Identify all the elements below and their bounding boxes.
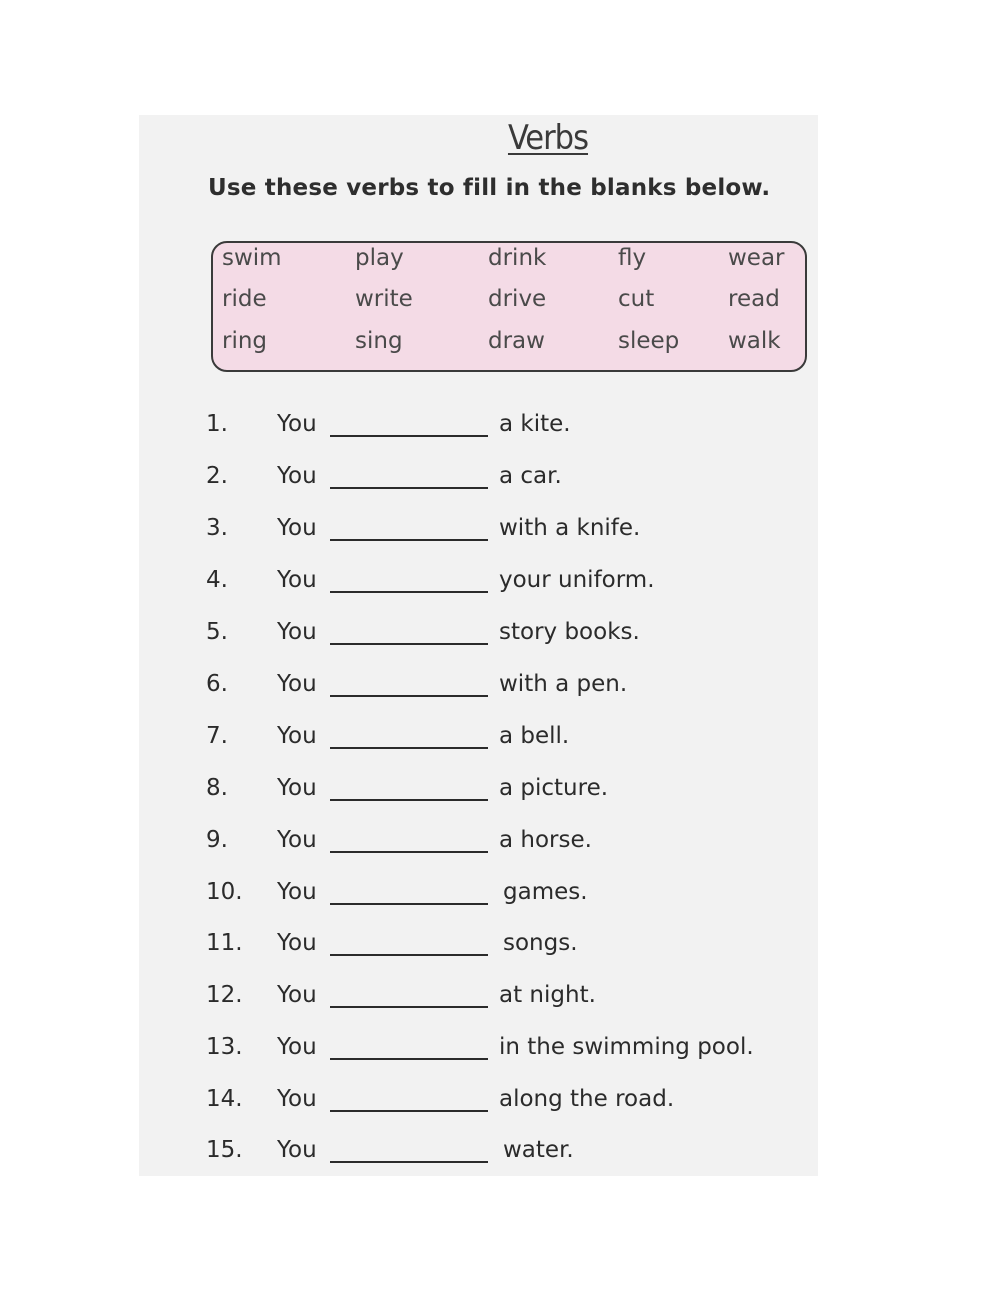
exercise-item: [0, 827, 1000, 867]
word-bank-word: sing: [355, 328, 403, 354]
item-number: 13.: [206, 1034, 243, 1060]
answer-blank[interactable]: [330, 435, 488, 437]
item-subject: You: [277, 619, 317, 645]
word-bank-word: read: [728, 286, 780, 312]
item-subject: You: [277, 775, 317, 801]
item-subject: You: [277, 515, 317, 541]
item-number: 7.: [206, 723, 228, 749]
item-subject: You: [277, 1034, 317, 1060]
exercise-item: [0, 930, 1000, 970]
item-number: 2.: [206, 463, 228, 489]
item-subject: You: [277, 463, 317, 489]
word-bank-word: wear: [728, 245, 785, 271]
item-ending: along the road.: [499, 1086, 675, 1112]
item-ending: water.: [503, 1137, 574, 1163]
exercise-item: [0, 463, 1000, 503]
answer-blank[interactable]: [330, 643, 488, 645]
item-subject: You: [277, 411, 317, 437]
item-number: 5.: [206, 619, 228, 645]
word-bank-word: write: [355, 286, 413, 312]
answer-blank[interactable]: [330, 1058, 488, 1060]
item-subject: You: [277, 827, 317, 853]
item-ending: a picture.: [499, 775, 609, 801]
answer-blank[interactable]: [330, 539, 488, 541]
item-subject: You: [277, 982, 317, 1008]
exercise-item: [0, 1137, 1000, 1177]
item-ending: at night.: [499, 982, 596, 1008]
exercise-item: [0, 982, 1000, 1022]
word-bank-word: ring: [222, 328, 268, 354]
item-ending: story books.: [499, 619, 640, 645]
word-bank-box: [211, 241, 807, 372]
exercise-item: [0, 1086, 1000, 1126]
exercise-item: [0, 567, 1000, 607]
worksheet-title: Verbs: [507, 118, 589, 158]
word-bank-word: ride: [222, 286, 267, 312]
item-subject: You: [277, 1086, 317, 1112]
item-number: 9.: [206, 827, 228, 853]
word-bank-word: walk: [728, 328, 781, 354]
instructions-text: Use these verbs to fill in the blanks below.: [208, 175, 771, 201]
exercise-item: [0, 411, 1000, 451]
word-bank-word: draw: [488, 328, 545, 354]
exercise-item: [0, 619, 1000, 659]
item-ending: your uniform.: [499, 567, 655, 593]
item-number: 15.: [206, 1137, 243, 1163]
item-ending: games.: [503, 879, 588, 905]
answer-blank[interactable]: [330, 851, 488, 853]
item-number: 8.: [206, 775, 228, 801]
item-number: 11.: [206, 930, 243, 956]
word-bank-word: drink: [488, 245, 547, 271]
answer-blank[interactable]: [330, 747, 488, 749]
item-ending: songs.: [503, 930, 578, 956]
word-bank-word: sleep: [618, 328, 680, 354]
word-bank-word: swim: [222, 245, 282, 271]
answer-blank[interactable]: [330, 695, 488, 697]
item-ending: with a pen.: [499, 671, 628, 697]
word-bank-word: play: [355, 245, 404, 271]
answer-blank[interactable]: [330, 591, 488, 593]
item-subject: You: [277, 723, 317, 749]
item-number: 6.: [206, 671, 228, 697]
item-ending: a horse.: [499, 827, 592, 853]
exercise-item: [0, 879, 1000, 919]
item-subject: You: [277, 567, 317, 593]
item-ending: with a knife.: [499, 515, 641, 541]
exercise-item: [0, 723, 1000, 763]
item-subject: You: [277, 671, 317, 697]
item-number: 12.: [206, 982, 243, 1008]
item-number: 14.: [206, 1086, 243, 1112]
exercise-item: [0, 1034, 1000, 1074]
exercise-item: [0, 515, 1000, 555]
item-ending: a car.: [499, 463, 562, 489]
item-ending: a kite.: [499, 411, 571, 437]
item-number: 3.: [206, 515, 228, 541]
item-subject: You: [277, 930, 317, 956]
word-bank-word: drive: [488, 286, 547, 312]
item-ending: in the swimming pool.: [499, 1034, 754, 1060]
word-bank-word: cut: [618, 286, 655, 312]
item-number: 10.: [206, 879, 243, 905]
answer-blank[interactable]: [330, 1161, 488, 1163]
item-ending: a bell.: [499, 723, 570, 749]
item-number: 1.: [206, 411, 228, 437]
item-number: 4.: [206, 567, 228, 593]
answer-blank[interactable]: [330, 1006, 488, 1008]
word-bank-word: fly: [618, 245, 647, 271]
exercise-item: [0, 671, 1000, 711]
answer-blank[interactable]: [330, 903, 488, 905]
item-subject: You: [277, 879, 317, 905]
answer-blank[interactable]: [330, 487, 488, 489]
exercise-item: [0, 775, 1000, 815]
answer-blank[interactable]: [330, 1110, 488, 1112]
item-subject: You: [277, 1137, 317, 1163]
answer-blank[interactable]: [330, 954, 488, 956]
answer-blank[interactable]: [330, 799, 488, 801]
